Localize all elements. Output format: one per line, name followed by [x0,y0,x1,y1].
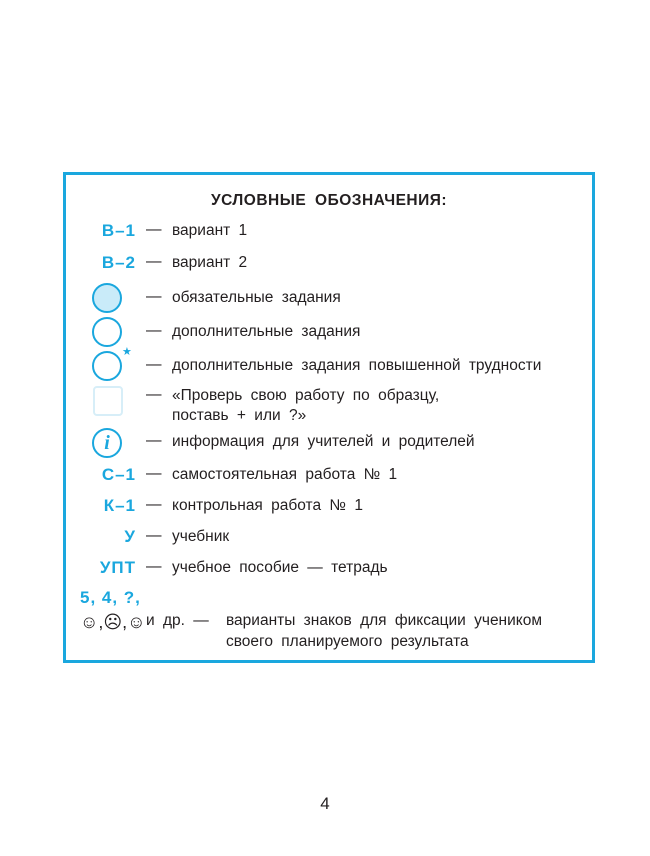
dash: — [146,496,162,513]
symbol-u: У [124,527,136,546]
info-icon: i [92,428,122,458]
dash: — [146,386,162,403]
legend-text: контрольная работа № 1 [172,497,363,514]
square-icon [93,386,123,416]
legend-title: УСЛОВНЫЕ ОБОЗНАЧЕНИЯ: [210,192,448,209]
dash: — [146,356,162,373]
dash: — [146,221,162,238]
legend-text: учебник [172,528,230,545]
legend-text: самостоятельная работа № 1 [172,466,398,483]
symbol-c1: С–1 [101,465,136,484]
symbol-b1: В–1 [101,221,136,240]
smiley-icons: ☺,☹,☺ [80,612,146,632]
legend-text: дополнительные задания [172,323,361,340]
dash: — [146,432,162,449]
legend-text: вариант 1 [172,222,248,239]
legend-text-line1: «Проверь свою работу по образцу, [172,387,440,404]
marks-text-line2: своего планируемого результата [226,633,469,650]
legend-text-line2: поставь + или ?» [172,407,307,424]
page-number: 4 [320,794,330,813]
filled-circle-icon [92,283,122,313]
dash: — [146,465,162,482]
symbol-upt: УПТ [99,558,136,577]
dash: — [146,527,162,544]
legend-text: информация для учителей и родителей [172,433,475,450]
legend-text: учебное пособие — тетрадь [172,559,388,576]
dash: — [146,253,162,270]
legend-text: дополнительные задания повышенной трудности [172,357,542,374]
dash: — [146,558,162,575]
marks-text-line1: варианты знаков для фиксации учеником [226,612,543,629]
legend-text: обязательные задания [172,289,341,306]
dash: — [146,322,162,339]
dash: — [146,288,162,305]
star-icon: ★ [122,346,132,358]
legend-text: вариант 2 [172,254,248,271]
symbol-b2: В–2 [101,253,136,272]
symbol-k1: К–1 [103,496,136,515]
legend-box [63,172,595,663]
marks-suffix: и др. — [146,612,209,629]
empty-circle-icon [92,317,122,347]
starred-circle-icon [92,351,122,381]
mark-numbers: 5, 4, ?, [80,588,141,607]
